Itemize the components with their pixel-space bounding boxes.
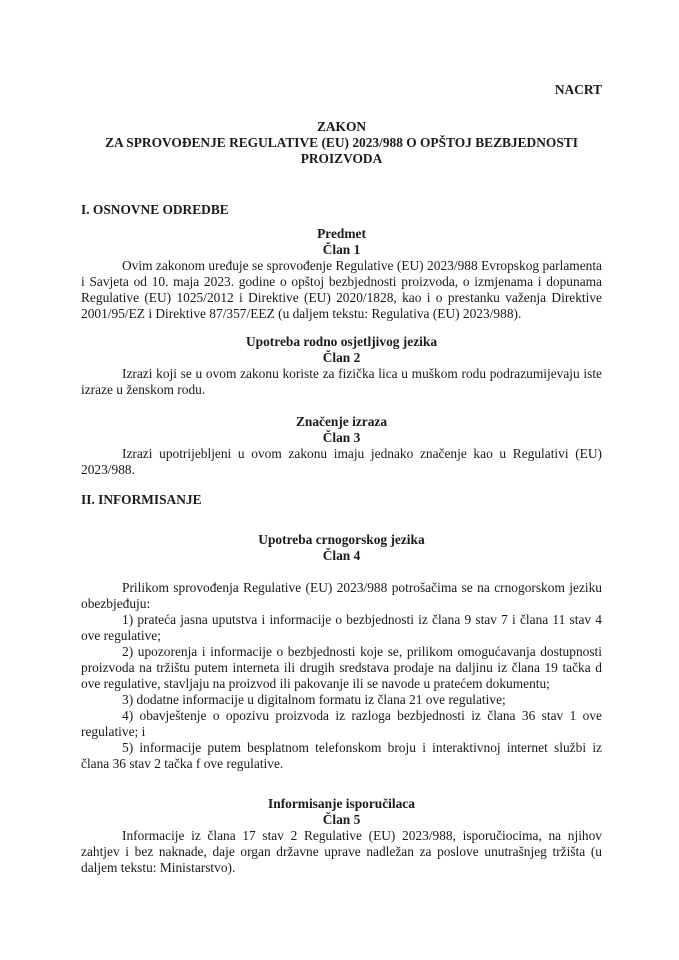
title-line-2: ZA SPROVOĐENJE REGULATIVE (EU) 2023/988 O OPŠTOJ BEZBJEDNOSTI — [105, 135, 578, 150]
article-subject: Informisanje isporučilaca — [268, 796, 415, 811]
article-subject: Upotreba crnogorskog jezika — [258, 532, 425, 547]
article-number: Član 2 — [322, 350, 361, 365]
article-1 — [81, 226, 602, 322]
list-item-3: 3) dodatne informacije u digitalnom formatu iz člana 21 ove regulative; — [122, 692, 506, 707]
title-line-3: PROIZVODA — [300, 151, 383, 166]
law-title — [81, 119, 602, 167]
list-item-4: 4) obavještenje o opozivu proizvoda iz razloga bezbjednosti iz člana 36 stav 1 ove regulative; i — [81, 708, 602, 739]
article-paragraph: Izrazi koji se u ovom zakonu koriste za fizička lica u muškom rodu podrazumijevaju iste izraze u ženskom rodu. — [81, 366, 602, 397]
article-paragraph: Informacije iz člana 17 stav 2 Regulative (EU) 2023/988, isporučiocima, na njihov zahtjev i bez naknade, daje organ državne uprave nadležan za poslove unutrašnjeg tržišta (u daljem tekstu: Ministarstvo). — [81, 828, 602, 875]
article-number: Član 5 — [322, 812, 361, 827]
draft-label: NACRT — [554, 82, 602, 97]
article-number: Član 3 — [322, 430, 361, 445]
article-number: Član 4 — [322, 548, 361, 563]
article-5 — [81, 796, 602, 876]
article-paragraph: Ovim zakonom uređuje se sprovođenje Regulative (EU) 2023/988 Evropskog parlamenta i Savjeta od 10. maja 2023. godine o opštoj bezbjednosti proizvoda, o izmjenama i dopunama Regulative (EU) 1025/2012 i Direktive (EU) 2020/1828, kao i o prestanku važenja Direktive 2001/95/EZ i Direktive 87/357/EEZ (u daljem tekstu: Regulativa (EU) 2023/988). — [81, 258, 602, 321]
title-line-1: ZAKON — [316, 119, 367, 134]
article-2 — [81, 334, 602, 398]
list-item-5: 5) informacije putem besplatnom telefonskom broju i interaktivnoj internet službi iz člana 36 stav 2 tačka f ove regulative. — [81, 740, 602, 771]
article-paragraph: Izrazi upotrijebljeni u ovom zakonu imaju jednako značenje kao u Regulativi (EU) 2023/988. — [81, 446, 602, 477]
section-heading-1: I. OSNOVNE ODREDBE — [81, 202, 229, 217]
article-subject: Upotreba rodno osjetljivog jezika — [245, 334, 438, 349]
article-number: Član 1 — [322, 242, 361, 257]
list-item-2: 2) upozorenja i informacije o bezbjednosti koje se, prilikom omogućavanja dostupnosti proizvoda na tržištu putem interneta ili drugih sredstava prodaje na daljinu iz člana 19 tačka d ove regulative, stavljaju na proizvod ili pakovanje ili se navode u pratećem dokumentu; — [81, 644, 602, 691]
list-item-1: 1) prateća jasna uputstva i informacije o bezbjednosti iz člana 9 stav 7 i člana 11 stav 4 ove regulative; — [81, 612, 602, 643]
article-4 — [81, 532, 602, 772]
article-subject: Značenje izraza — [295, 414, 388, 429]
article-subject: Predmet — [317, 226, 366, 241]
section-heading-2: II. INFORMISANJE — [81, 492, 202, 507]
article-3 — [81, 414, 602, 478]
article-paragraph: Prilikom sprovođenja Regulative (EU) 2023/988 potrošačima se na crnogorskom jeziku obezbjeđuju: — [81, 580, 602, 611]
